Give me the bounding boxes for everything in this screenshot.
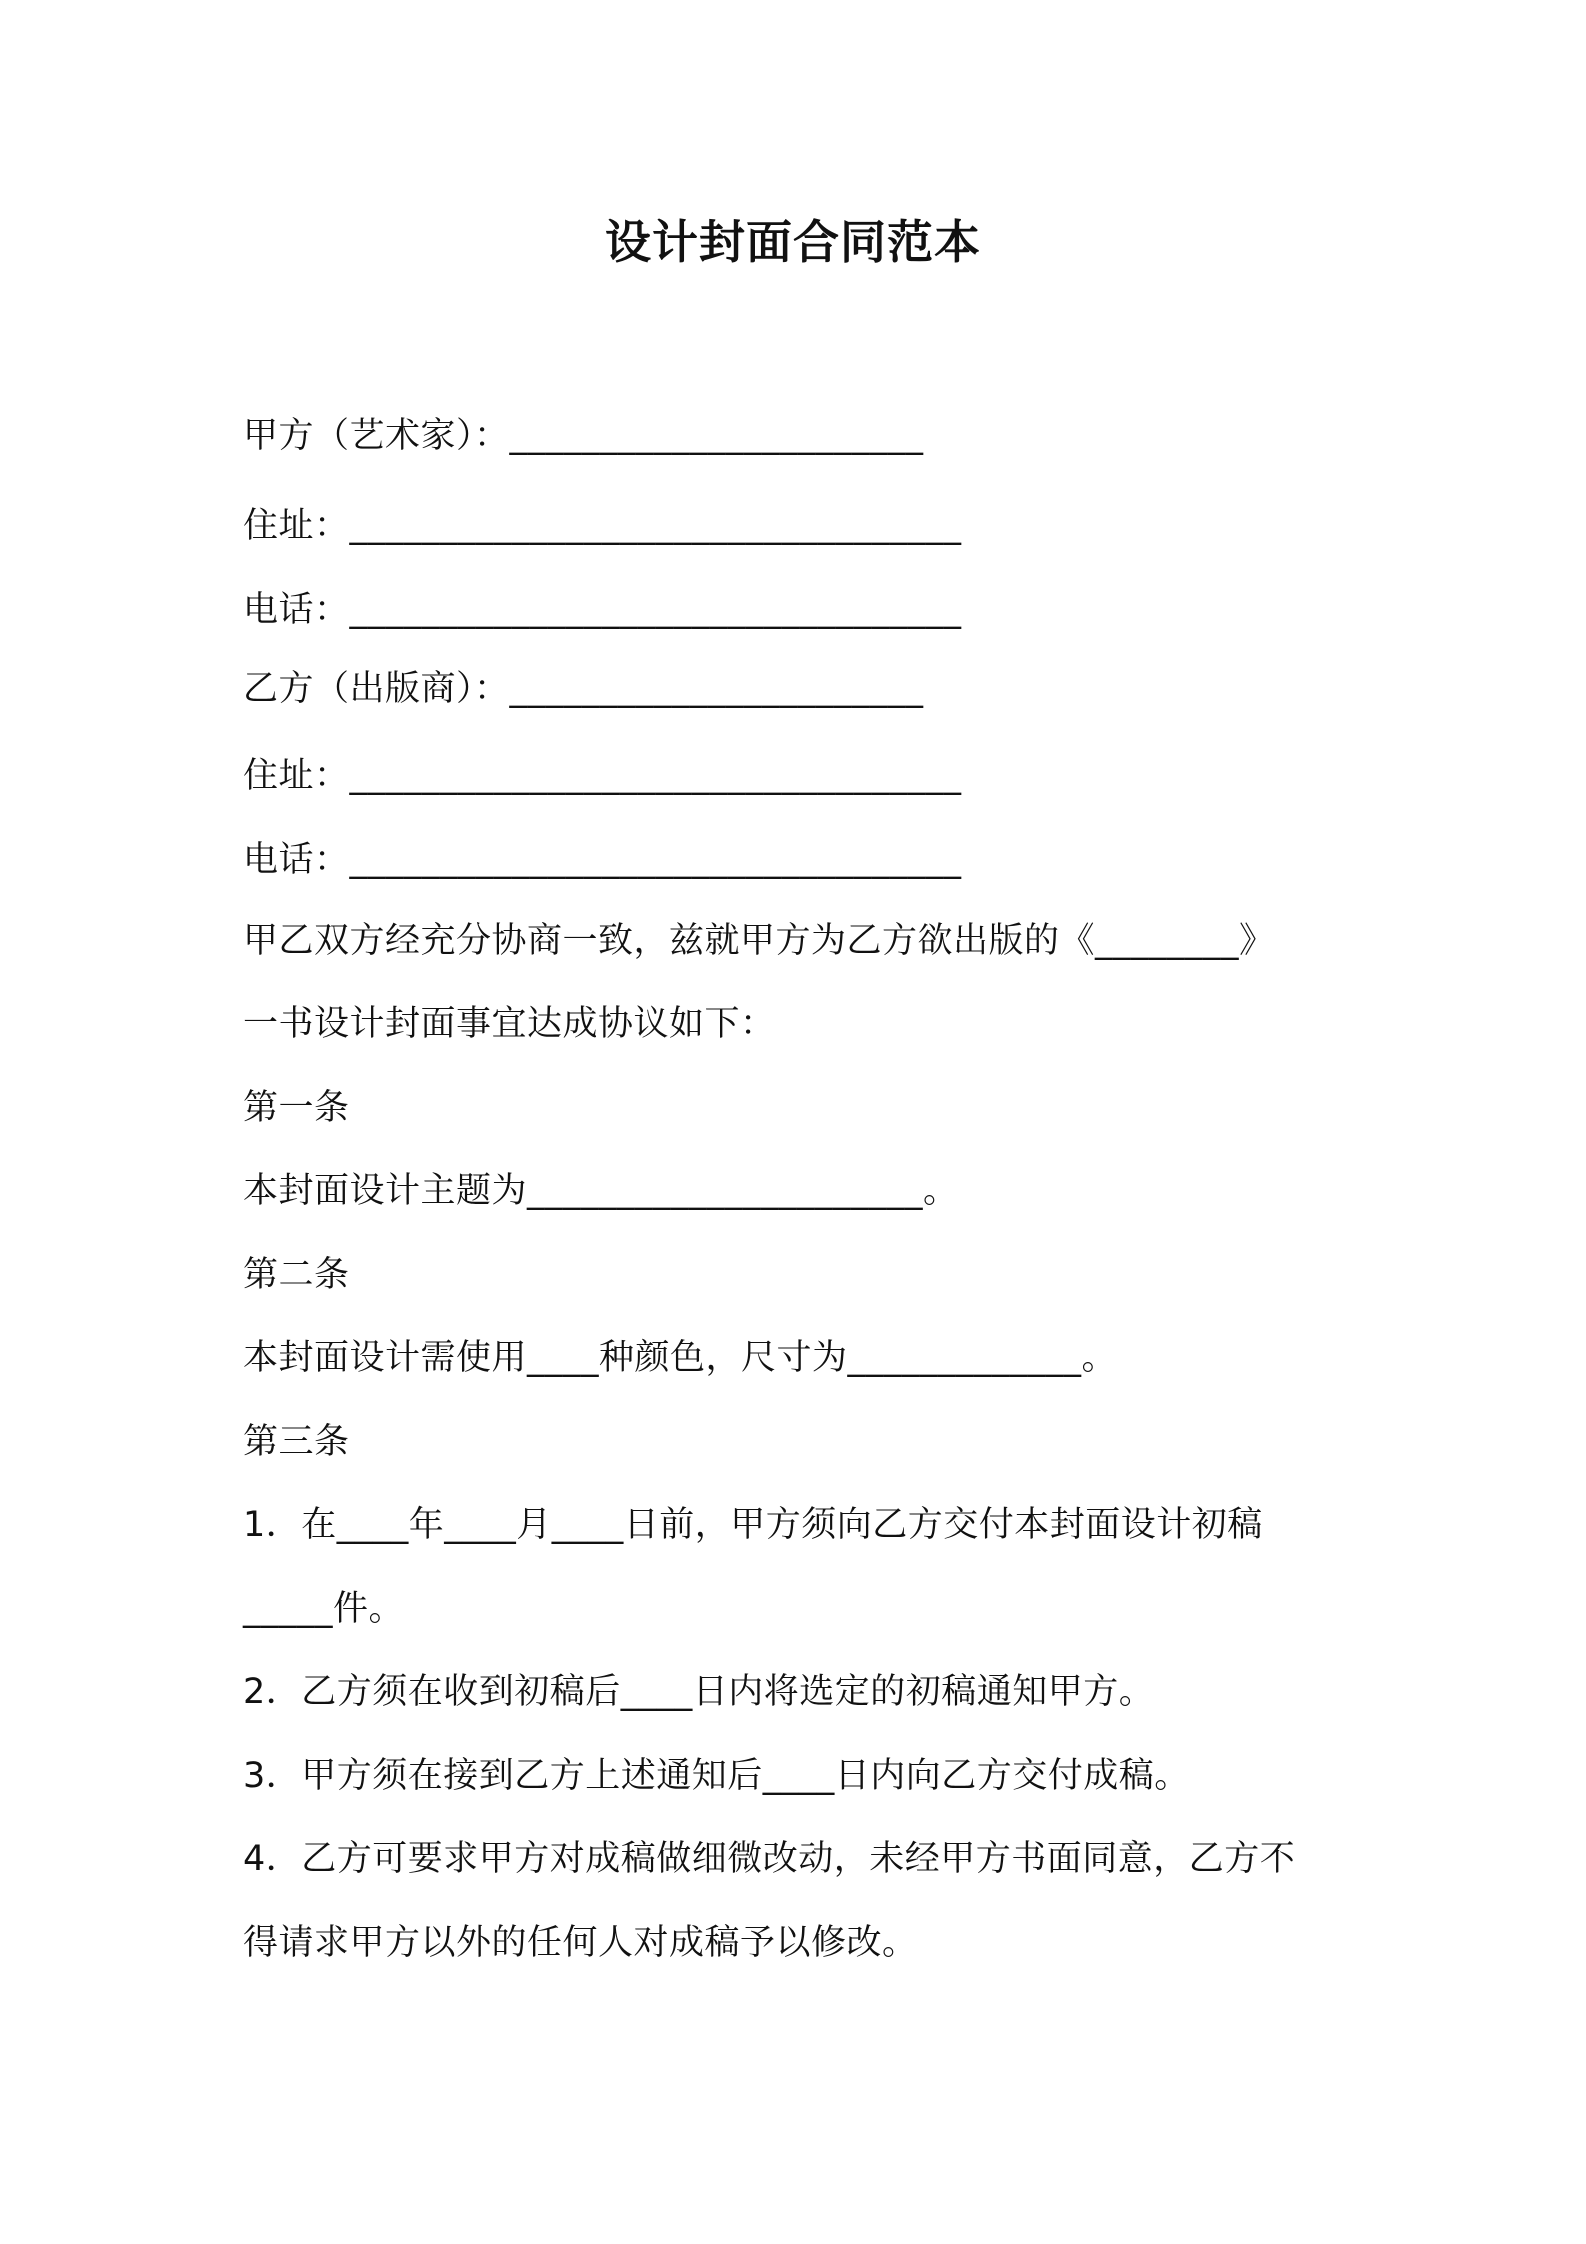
clause-1-line-1: 1．在____年____月____日前，甲方须向乙方交付本封面设计初稿 bbox=[243, 1505, 1263, 1545]
party-b-name-line: 乙方（出版商）：_______________________ bbox=[243, 669, 924, 709]
party-a-name-line: 甲方（艺术家）：_______________________ bbox=[243, 416, 924, 456]
article-2-heading: 第二条 bbox=[243, 1255, 350, 1295]
document-title: 设计封面合同范本 bbox=[605, 215, 981, 269]
party-b-address-line: 住址：__________________________________ bbox=[243, 756, 962, 796]
article-1-text: 本封面设计主题为______________________。 bbox=[243, 1171, 959, 1211]
party-a-address-line: 住址：__________________________________ bbox=[243, 506, 962, 546]
clause-3-text: 3．甲方须在接到乙方上述通知后____日内向乙方交付成稿。 bbox=[243, 1756, 1190, 1796]
clause-2-text: 2．乙方须在收到初稿后____日内将选定的初稿通知甲方。 bbox=[243, 1672, 1155, 1712]
party-b-phone-line: 电话：__________________________________ bbox=[243, 840, 962, 880]
article-3-heading: 第三条 bbox=[243, 1422, 350, 1462]
preamble-line-1: 甲乙双方经充分协商一致，兹就甲方为乙方欲出版的《________》 bbox=[243, 921, 1275, 961]
article-2-text: 本封面设计需使用____种颜色，尺寸为_____________。 bbox=[243, 1338, 1118, 1378]
clause-4-line-1: 4．乙方可要求甲方对成稿做细微改动，未经甲方书面同意，乙方不 bbox=[243, 1839, 1296, 1879]
party-a-phone-line: 电话：__________________________________ bbox=[243, 590, 962, 630]
clause-4-line-2: 得请求甲方以外的任何人对成稿予以修改。 bbox=[243, 1923, 918, 1963]
article-1-heading: 第一条 bbox=[243, 1088, 350, 1128]
preamble-line-2: 一书设计封面事宜达成协议如下： bbox=[243, 1004, 776, 1044]
clause-1-line-2: _____件。 bbox=[243, 1589, 405, 1629]
